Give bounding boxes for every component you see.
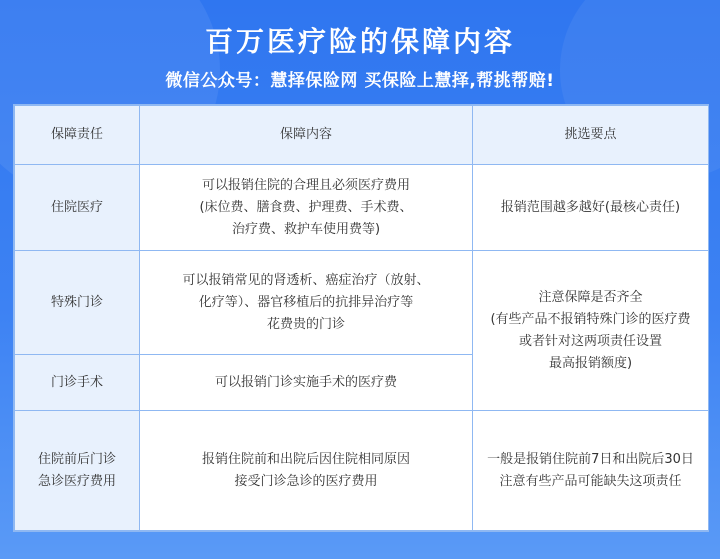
row-content-hospital (140, 165, 473, 251)
content-line: 花费贵的门诊 (266, 316, 345, 332)
tips-line: 注意有些产品可能缺失这项责任 (499, 473, 682, 489)
row-tips-pre-post (473, 411, 709, 531)
coverage-table (13, 104, 709, 532)
row-name-special: 特殊门诊 (15, 251, 140, 355)
row-content-pre-post (140, 411, 473, 531)
content-line: 化疗等）、器官移植后的抗排异治疗等 (198, 294, 414, 310)
name-line: 急诊医疗费用 (37, 473, 116, 489)
page-subtitle: 微信公众号：慧择保险网 买保险上慧择,帮挑帮赔! (165, 71, 555, 91)
name-line: 住院前后门诊 (37, 451, 116, 467)
column-header-tips: 挑选要点 (473, 106, 709, 165)
row-content-special (140, 251, 473, 355)
tips-line: 注意保障是否齐全 (538, 289, 643, 305)
row-tips-shared (473, 251, 709, 411)
content-line: 报销住院前和出院后因住院相同原因 (201, 451, 410, 467)
coverage-table-grid (14, 105, 709, 531)
column-header-content: 保障内容 (140, 106, 473, 165)
table-row-special (15, 251, 709, 355)
table-row-pre-post (15, 411, 709, 531)
row-name-surgery: 门诊手术 (15, 355, 140, 411)
tips-line: 最高报销额度) (548, 355, 633, 371)
content-line: 治疗费、救护车使用费等) (231, 221, 381, 237)
row-name-pre-post (15, 411, 140, 531)
table-header-row (15, 106, 709, 165)
row-name-hospital: 住院医疗 (15, 165, 140, 251)
tips-line: 报销范围越多越好(最核心责任) (500, 199, 681, 215)
column-header-liability: 保障责任 (15, 106, 140, 165)
row-tips-hospital (473, 165, 709, 251)
content-line: 可以报销住院的合理且必须医疗费用 (201, 177, 410, 193)
tips-line: 或者针对这两项责任设置 (518, 333, 662, 349)
content-line: 可以报销常见的肾透析、癌症治疗（放射、 (182, 272, 430, 288)
content-line: 可以报销门诊实施手术的医疗费 (214, 374, 397, 390)
tips-line: (有些产品不报销特殊门诊的医疗费 (490, 311, 691, 327)
table-row-hospital (15, 165, 709, 251)
tips-line: 一般是报销住院前7日和出院后30日 (487, 451, 694, 467)
content-line: (床位费、膳食费、护理费、手术费、 (199, 199, 413, 215)
content-line: 接受门诊急诊的医疗费用 (234, 473, 378, 489)
row-content-surgery (140, 355, 473, 411)
page-title: 百万医疗险的保障内容 (204, 25, 515, 58)
